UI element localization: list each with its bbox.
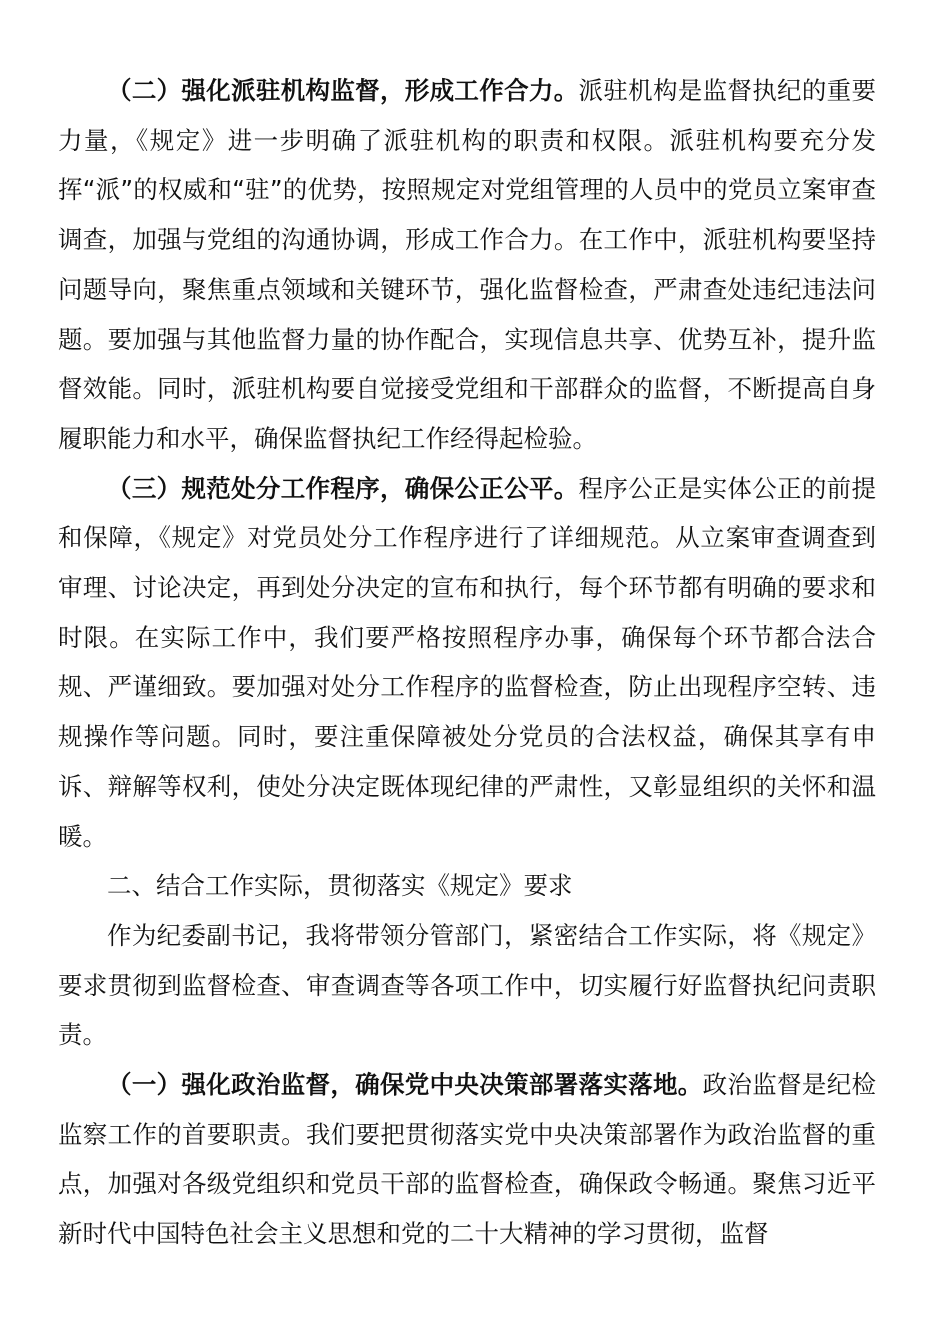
paragraph-dispatched-supervision: [58, 66, 876, 464]
paragraph-body: 派驻机构是监督执纪的重要力量，《规定》进一步明确了派驻机构的职责和权限。派驻机构要充分发挥“派”的权威和“驻”的优势，按照规定对党组管理的人员中的党员立案审查调查，加强与党组的沟通协调，形成工作合力。在工作中，派驻机构要坚持问题导向，聚焦重点领域和关键环节，强化监督检查，严肃查处违纪违法问题。要加强与其他监督力量的协作配合，实现信息共享、优势互补，提升监督效能。同时，派驻机构要自觉接受党组和干部群众的监督，不断提高自身履职能力和水平，确保监督执纪工作经得起检验。: [58, 76, 876, 453]
paragraph-lead: （三）规范处分工作程序，确保公正公平。: [107, 473, 579, 503]
section-heading: 二、结合工作实际，贯彻落实《规定》要求: [107, 871, 573, 901]
paragraph-lead: （二）强化派驻机构监督，形成工作合力。: [107, 76, 579, 105]
paragraph-lead: （一）强化政治监督，确保党中央决策部署落实落地。: [107, 1070, 703, 1100]
paragraph-body: 程序公正是实体公正的前提和保障，《规定》对党员处分工作程序进行了详细规范。从立案审查调查到审理、讨论决定，再到处分决定的宣布和执行，每个环节都有明确的要求和时限。在实际工作中，我们要严格按照程序办事，确保每个环节都合法合规、严谨细致。要加强对处分工作程序的监督检查，防止出现程序空转、违规操作等问题。同时，要注重保障被处分党员的合法权益，确保其享有申诉、辩解等权利，使处分决定既体现纪律的严肃性，又彰显组织的关怀和温暖。: [58, 473, 876, 851]
document-page: [58, 66, 876, 1259]
paragraph-political-supervision: [58, 1060, 876, 1259]
intro-paragraph: 作为纪委副书记，我将带领分管部门，紧密结合工作实际，将《规定》要求贯彻到监督检查、审查调查等各项工作中，切实履行好监督执纪问责职责。: [58, 920, 876, 1050]
paragraph-disciplinary-procedure: [58, 464, 876, 862]
paragraph-body: 政治监督是纪检监察工作的首要职责。我们要把贯彻落实党中央决策部署作为政治监督的重点，加强对各级党组织和党员干部的监督检查，确保政令畅通。聚焦习近平新时代中国特色社会主义思想和党的二十大精神的学习贯彻，监督: [58, 1070, 877, 1249]
